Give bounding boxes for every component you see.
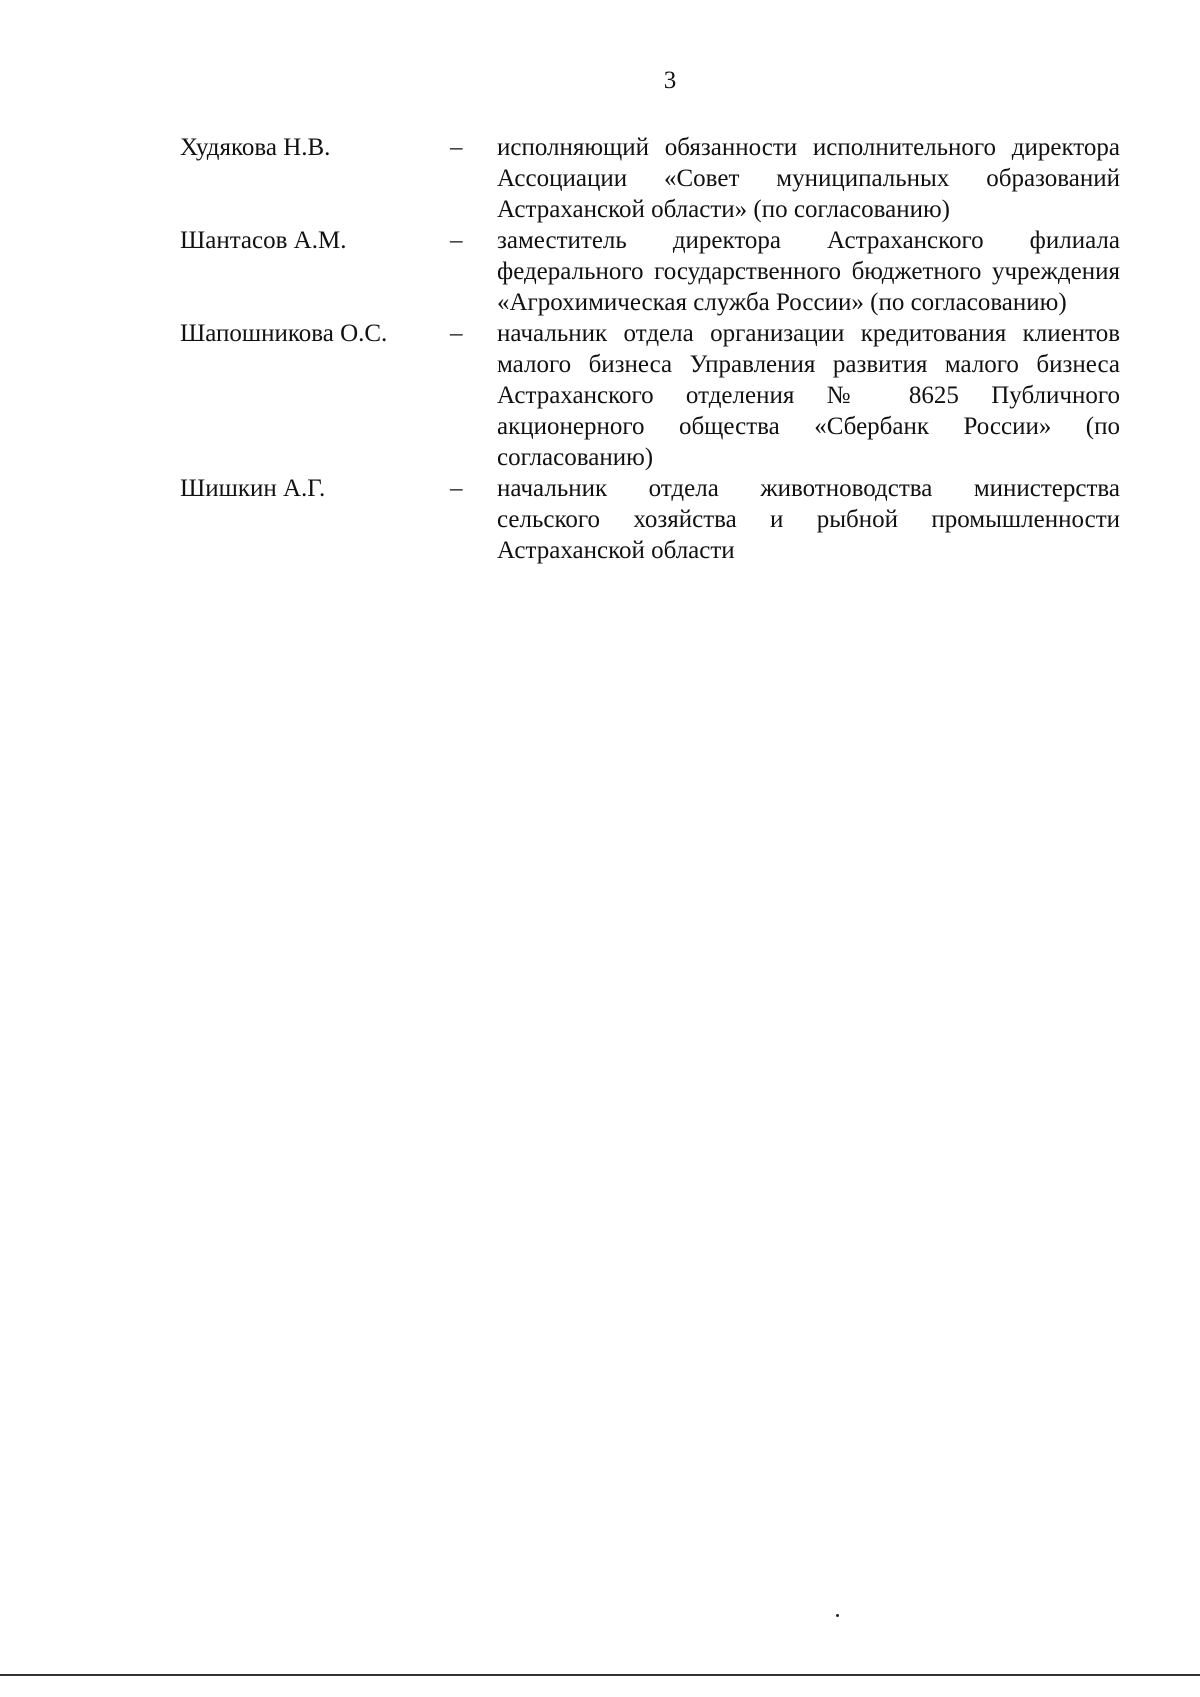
member-position: начальник отдела организации кредитования клиентов малого бизнеса Управления развития малого бизнеса Астраханского отделения № 8625 Публичного акционерного общества «Сбербанк России» (по согласованию) bbox=[497, 320, 1120, 471]
dash-separator: – bbox=[450, 227, 463, 254]
dash-separator: – bbox=[450, 475, 463, 502]
dash-separator: – bbox=[450, 320, 463, 347]
member-position: заместитель директора Астраханского филиала федерального государственного бюджетного учреждения «Агрохимическая служба России» (по согласованию) bbox=[497, 227, 1120, 316]
member-name: Шантасов А.М. bbox=[180, 227, 347, 254]
member-position: исполняющий обязанности исполнительного директора Ассоциации «Совет муниципальных образований Астраханской области» (по согласованию) bbox=[497, 134, 1120, 223]
member-name: Худякова Н.В. bbox=[180, 134, 331, 161]
member-position: начальник отдела животноводства министерства сельского хозяйства и рыбной промышленности Астраханской области bbox=[497, 475, 1120, 564]
member-name: Шишкин А.Г. bbox=[180, 475, 326, 502]
bottom-rule bbox=[0, 1674, 1200, 1676]
member-row bbox=[180, 132, 1120, 225]
member-row bbox=[180, 318, 1120, 473]
member-name: Шапошникова О.С. bbox=[180, 320, 388, 347]
member-row bbox=[180, 225, 1120, 318]
member-row bbox=[180, 473, 1120, 566]
scan-speck bbox=[836, 1614, 839, 1617]
page-number: 3 bbox=[663, 67, 677, 94]
dash-separator: – bbox=[450, 134, 463, 161]
members-list bbox=[180, 132, 1120, 566]
